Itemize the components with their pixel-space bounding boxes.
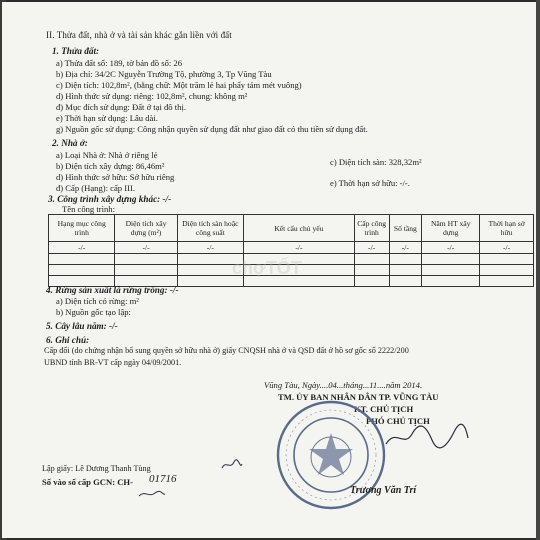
sign-role: PHÓ CHỦ TỊCH <box>366 416 430 426</box>
construction-title: 3. Công trình xây dựng khác: -/- <box>48 194 172 204</box>
col-header: Hạng mục công trình <box>49 215 115 242</box>
col-header: Số tầng <box>389 215 422 242</box>
sign-date: Vũng Tàu, Ngày....04...tháng...11....năm 2014. <box>264 380 423 390</box>
clerk-initials-icon <box>137 488 167 500</box>
notes-title: 6. Ghi chú: <box>46 335 90 345</box>
col-header: Diện tích xây dựng (m²) <box>115 215 177 242</box>
section-header: II. Thửa đất, nhà ở và tài sản khác gắn liền với đất <box>46 30 232 40</box>
forest-title: 4. Rừng sản xuất là rừng trồng: -/- <box>46 285 179 295</box>
entry-label: Số vào sổ cấp GCN: CH- <box>42 477 133 487</box>
table-cell: -/- <box>480 242 534 254</box>
forest-a: a) Diện tích có rừng: m² <box>56 296 139 306</box>
land-d: d) Hình thức sử dụng: riêng: 102,8m², chung: không m² <box>56 91 248 101</box>
land-b: b) Địa chỉ: 34/2C Nguyễn Trường Tộ, phường 3, Tp Vũng Tàu <box>56 69 272 79</box>
house-d: d) Hình thức sở hữu: Sở hữu riêng <box>56 172 175 182</box>
preparer: Lập giấy: Lê Dương Thanh Tùng <box>42 464 151 473</box>
table-header-row <box>49 215 534 242</box>
land-c: c) Diện tích: 102,8m², (bằng chữ: Một trăm lẻ hai phẩy tám mét vuông) <box>56 80 302 90</box>
table-row <box>49 242 534 254</box>
perennial-title: 5. Cây lâu năm: -/- <box>46 321 118 331</box>
house-a: a) Loại Nhà ở: Nhà ở riêng lẻ <box>56 150 158 160</box>
land-dd: đ) Mục đích sử dụng: Đất ở tại đô thị. <box>56 102 186 112</box>
land-e: e) Thời hạn sử dụng: Lâu dài. <box>56 113 158 123</box>
land-g: g) Nguồn gốc sử dụng: Công nhận quyền sử dụng đất như giao đất có thu tiền sử dụng đất. <box>56 124 368 134</box>
notes-line1: Cấp đổi (do chứng nhận bổ sung quyền sở hữu nhà ở) giấy CNQSH nhà ở và QSD đất ở hồ sơ gốc số 2222/200 <box>44 346 409 355</box>
col-header: Thời hạn sở hữu <box>480 215 534 242</box>
col-header: Năm HT xây dựng <box>422 215 480 242</box>
table-cell: -/- <box>115 242 177 254</box>
house-b: b) Diện tích xây dựng: 86,46m² <box>56 161 165 171</box>
watermark: chợTỐT <box>232 258 302 278</box>
table-cell: -/- <box>244 242 355 254</box>
entry-number: 01716 <box>149 473 177 485</box>
land-title: 1. Thửa đất: <box>52 46 100 56</box>
certificate-page <box>2 2 538 538</box>
chairman-signature-icon <box>382 422 472 452</box>
table-cell: -/- <box>177 242 243 254</box>
forest-b: b) Nguồn gốc tạo lập: <box>56 307 131 317</box>
house-c: c) Diện tích sàn: 328,32m² <box>330 157 422 167</box>
sign-kt: KT. CHỦ TỊCH <box>354 404 414 414</box>
preparer-signature-icon <box>220 458 244 472</box>
construction-name-label: Tên công trình: <box>62 204 115 214</box>
col-header: Diện tích sàn hoặc công suất <box>177 215 243 242</box>
col-header: Cấp công trình <box>354 215 389 242</box>
signer-name: Trương Văn Trí <box>350 485 417 496</box>
table-cell: -/- <box>422 242 480 254</box>
col-header: Kết cấu chủ yếu <box>244 215 355 242</box>
land-a: a) Thửa đất số: 189, tờ bản đồ số: 26 <box>56 58 182 68</box>
table-cell: -/- <box>49 242 115 254</box>
sign-org: TM. ỦY BAN NHÂN DÂN TP. VŨNG TÀU <box>278 392 439 402</box>
notes-line2: UBND tỉnh BR-VT cấp ngày 04/09/2001. <box>44 358 182 367</box>
house-dd: đ) Cấp (Hạng): cấp III. <box>56 183 135 193</box>
house-e: e) Thời hạn sở hữu: -/-. <box>330 178 410 188</box>
table-cell: -/- <box>354 242 389 254</box>
house-title: 2. Nhà ở: <box>52 138 88 148</box>
table-cell: -/- <box>389 242 422 254</box>
photo-edge-right <box>536 0 540 540</box>
